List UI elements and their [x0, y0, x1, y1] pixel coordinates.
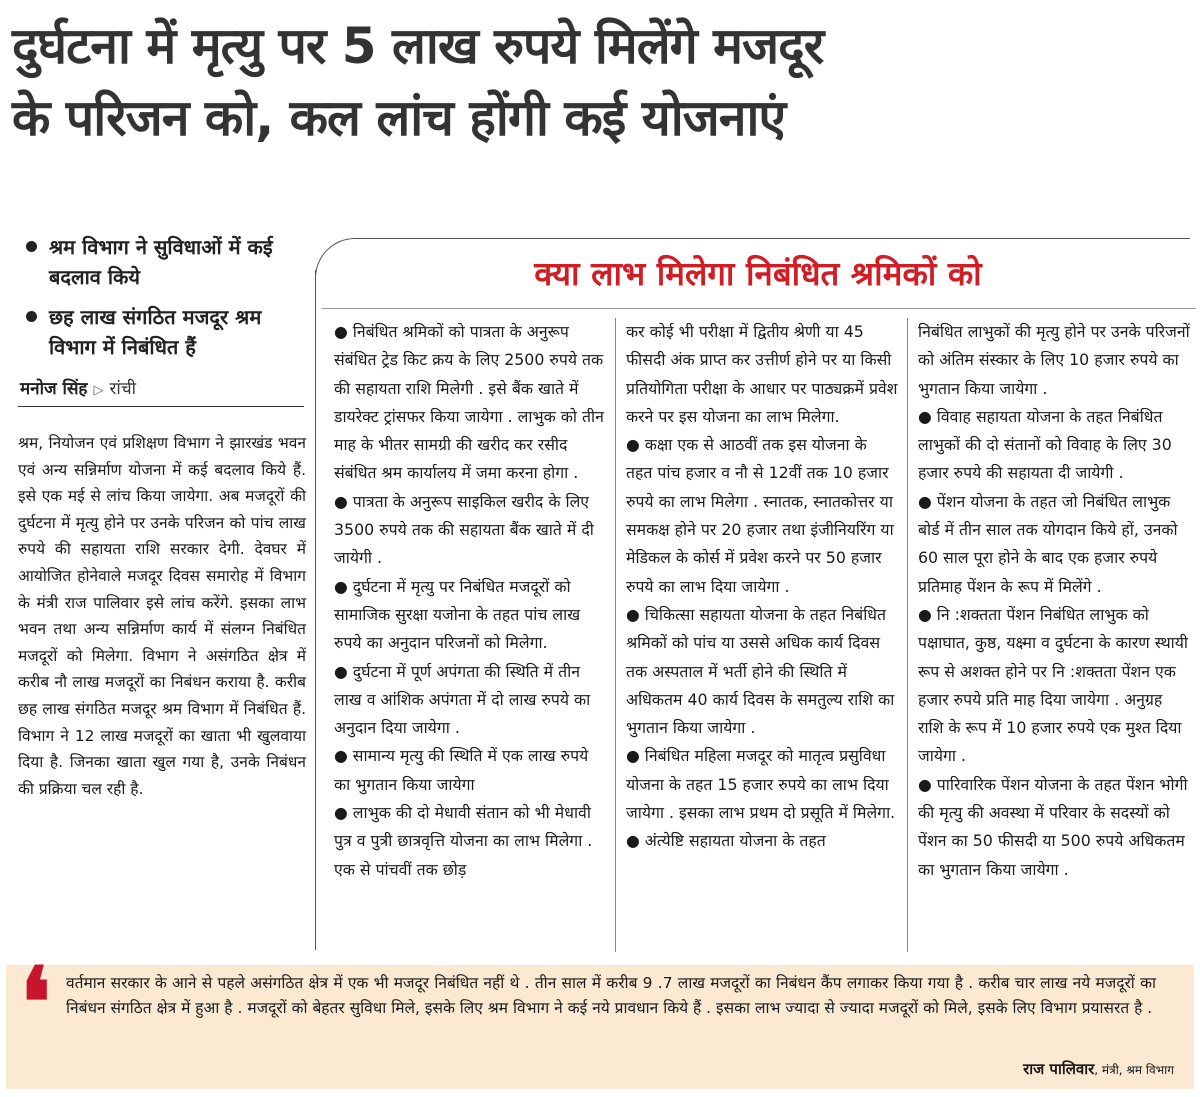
benefits-column-1	[334, 318, 606, 884]
highlight-item	[22, 302, 302, 362]
column-divider	[907, 318, 908, 952]
benefits-box-title: क्या लाभ मिलेगा निबंधित श्रमिकों को	[534, 254, 982, 293]
box-border-top	[440, 238, 1190, 239]
highlight-text: श्रम विभाग ने सुविधाओं में कई बदलाव किये	[49, 235, 273, 289]
play-arrow-icon: ▷	[93, 383, 104, 398]
highlight-text: छह लाख संगठित मजदूर श्रम विभाग में निबंधित हैं	[49, 305, 262, 359]
benefits-column-3-text: निबंधित लाभुकों की मृत्यु होने पर उनके परिजनों को अंतिम संस्कार के लिए 10 हजार रुपये का भुगतान किया जायेगा . ● विवाह सहायता योजना के तहत निबंधित लाभुकों की दो संतानों को विवाह के लिए 30 हजार रुपये की सहायता दी जायेगी . ● पेंशन योजना के तहत जो निबंधित लाभुक बोर्ड में तीन साल तक योगदान किये हों, उनको 60 साल पूरा होने के बाद एक हजार रुपये प्रतिमाह पेंशन के रूप में मिलेंगे . ● नि :शक्तता पेंशन निबंधित लाभुक को पक्षाघात, कुष्ठ, यक्ष्मा व दुर्घटना के कारण स्थायी रूप से अशक्त होने पर नि :शक्तता पेंशन एक हजार रुपये प्रति माह दिया जायेगा . अनुग्रह राशि के रूप में 10 हजार रुपये एक मुश्त दिया जायेगा . ● पारिवारिक पेंशन योजना के तहत पेंशन भोगी की मृत्यु की अवस्था में परिवार के सदस्यों को पेंशन का 50 फीसदी या 500 रुपये अधिकतम का भुगतान किया जायेगा .	[918, 322, 1190, 879]
benefits-column-2-text: कर कोई भी परीक्षा में द्वितीय श्रेणी या 45 फीसदी अंक प्राप्त कर उत्तीर्ण होने पर या किसी प्रतियोगिता परीक्षा के आधार पर पाठ्यक्रमें प्रवेश करने पर इस योजना का लाभ मिलेगा. ● कक्षा एक से आठवीं तक इस योजना के तहत पांच हजार व नौ से 12वीं तक 10 हजार रुपये का लाभ मिलेगा . स्नातक, स्नातकोत्तर या समकक्ष होने पर 20 हजार तथा इंजीनियरिंग या मेडिकल के कोर्स में प्रवेश करने पर 50 हजार रुपये का लाभ दिया जायेगा . ● चिकित्सा सहायता योजना के तहत निबंधित श्रमिकों को पांच या उससे अधिक कार्य दिवस तक अस्पताल में भर्ती होने की स्थिति में अधिकतम 40 कार्य दिवस के समतुल्य राशि का भुगतान किया जायेगा . ● निबंधित महिला मजदूर को मातृत्व प्रसुविधा योजना के तहत 15 हजार रुपये का लाभ दिया जायेगा . इसका लाभ प्रथम दो प्रसूति में मिलेगा. ● अंत्येष्टि सहायता योजना के तहत	[626, 322, 898, 851]
byline-divider	[18, 406, 304, 407]
quote-author-role: , मंत्री, श्रम विभाग	[1094, 1063, 1174, 1077]
bullet-icon	[26, 241, 37, 252]
benefits-column-1-text: ● निबंधित श्रमिकों को पात्रता के अनुरूप संबंधित ट्रेड किट क्रय के लिए 2500 रुपये तक की सहायता राशि मिलेगी . इसे बैंक खाते में डायरेक्ट ट्रांसफर किया जायेगा . लाभुक को तीन माह के भीतर सामग्री की खरीद कर रसीद संबंधित श्रम कार्यालय में जमा करना होगा . ● पात्रता के अनुरूप साइकिल खरीद के लिए 3500 रुपये तक की सहायता बैंक खाते में दी जायेगी . ● दुर्घटना में मृत्यु पर निबंधित मजदूरों को सामाजिक सुरक्षा यजोना के तहत पांच लाख रुपये का अनुदान परिजनों को मिलेगा. ● दुर्घटना में पूर्ण अपंगता की स्थिति में तीन लाख व आंशिक अपंगता में दो लाख रुपये का अनुदान दिया जायेगा . ● सामान्य मृत्यु की स्थिति में एक लाख रुपये का भुगतान किया जायेगा ● लाभुक की दो मेधावी संतान को भी मेधावी पुत्र व पुत्री छात्रवृत्ति योजना का लाभ मिलेगा . एक से पांचवीं तक छोड़	[334, 322, 604, 879]
headline	[12, 10, 1192, 154]
byline-author: मनोज सिंह	[20, 379, 88, 399]
quote-text: वर्तमान सरकार के आने से पहले असंगठित क्षेत्र में एक भी मजदूर निबंधित नहीं थे . तीन साल में करीब 9 .7 लाख मजदूरों का निबंधन कैंप लगाकर किया गया है . करीब चार लाख नये मजदूरों का निबंधन संगठित क्षेत्र में हुआ है . मजदूरों को बेहतर सुविधा मिले, इसके लिए श्रम विभाग ने कई नये प्रावधान किये हैं . इसका लाभ ज्यादा से ज्यादा मजदूरों को मिले, इसके लिए विभाग प्रयासरत है .	[66, 974, 1156, 1017]
benefits-column-3	[918, 318, 1190, 884]
headline-line-2: के परिजन को, कल लांच होंगी कई योजनाएं	[12, 89, 786, 147]
byline-city: रांची	[109, 379, 137, 399]
bullet-icon	[26, 311, 37, 322]
minister-quote-box	[6, 946, 1194, 1089]
benefits-column-2	[626, 318, 898, 856]
quote-attribution	[1023, 1059, 1174, 1079]
box-border-left	[315, 270, 316, 950]
quote-author-name: राज पालिवार	[1023, 1060, 1095, 1078]
quote-mark-icon: ❛	[20, 946, 51, 1059]
highlight-item	[22, 232, 302, 292]
column-divider	[615, 318, 616, 952]
byline	[20, 376, 136, 399]
headline-line-1: दुर्घटना में मृत्यु पर 5 लाख रुपये मिलेंगे मजदूर	[12, 17, 824, 75]
article-body: श्रम, नियोजन एवं प्रशिक्षण विभाग ने झारखंड भवन एवं अन्य सन्निर्माण योजना में कई बदलाव किये हैं. इसे एक मई से लांच किया जायेगा. अब मजदूरों की दुर्घटना में मृत्यु होने पर उनके परिजन को पांच लाख रुपये की सहायता राशि सरकार देगी. देवघर में आयोजित होनेवाले मजदूर दिवस समारोह में विभाग के मंत्री राज पालिवार इसे लांच करेंगे. इसका लाभ भवन तथा अन्य सन्निर्माण कार्य में संलग्न निबंधित मजदूरों को मिलेगा. विभाग ने असंगठित क्षेत्र में करीब नौ लाख मजदूरों का निबंधन कराया है. करीब छह लाख संगठित मजदूर श्रम विभाग में निबंधित हैं. विभाग ने 12 लाख मजदूरों का खाता भी खुलवाया दिया है. जिनका खाता खुल गया है, उनके निबंधन की प्रक्रिया चल रही है.	[18, 434, 306, 798]
highlights-list	[22, 232, 302, 372]
box-title-divider	[322, 308, 1196, 309]
